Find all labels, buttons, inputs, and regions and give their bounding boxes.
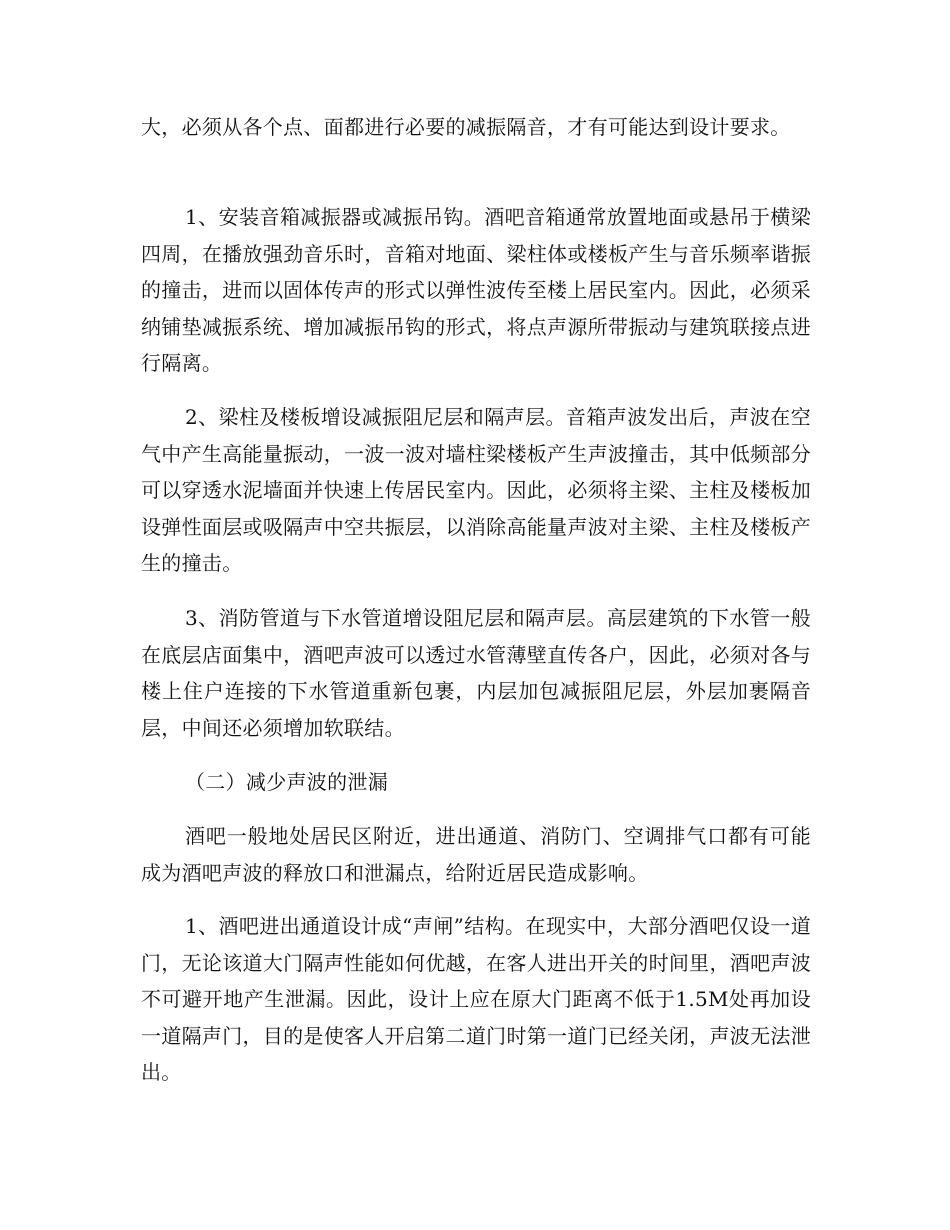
- text-block: [141, 399, 811, 582]
- text-block: [141, 109, 811, 146]
- text-block: [141, 908, 811, 1091]
- text-block: [141, 764, 811, 801]
- paragraph-leakage-intro: 酒吧一般地处居民区附近，进出通道、消防门、空调排气口都有可能成为酒吧声波的释放口和泄漏点，给附近居民造成影响。: [141, 824, 811, 885]
- text-block: [141, 600, 811, 746]
- text-block: [141, 199, 811, 382]
- paragraph-item-1-speaker-damping: 1、安装音箱减振器或减振吊钩。酒吧音箱通常放置地面或悬吊于横梁四周，在播放强劲音乐时，音箱对地面、梁柱体或楼板产生与音乐频率谐振的撞击，进而以固体传声的形式以弹性波传至楼上居民室内。因此，必须采纳铺垫减振系统、增加减振吊钩的形式，将点声源所带振动与建筑联接点进行隔离。: [141, 205, 811, 375]
- paragraph-item-3-pipe-damping: 3、消防管道与下水管道增设阻尼层和隔声层。高层建筑的下水管一般在底层店面集中，酒吧声波可以透过水管薄壁直传各户，因此，必须对各与楼上住户连接的下水管道重新包裹，内层加包减振阻尼层，外层加裹隔音层，中间还必须增加软联结。: [141, 606, 811, 740]
- paragraph-item-2-beam-floor-damping: 2、梁柱及楼板增设减振阻尼层和隔声层。音箱声波发出后，声波在空气中产生高能量振动，一波一波对墙柱梁楼板产生声波撞击，其中低频部分可以穿透水泥墙面并快速上传居民室内。因此，必须将主梁、主柱及楼板加设弹性面层或吸隔声中空共振层，以消除高能量声波对主梁、主柱及楼板产生的撞击。: [141, 405, 811, 575]
- paragraph-continuation: 大，必须从各个点、面都进行必要的减振隔音，才有可能达到设计要求。: [141, 115, 791, 139]
- section-heading-reduce-leakage: （二）减少声波的泄漏: [185, 770, 388, 794]
- text-block: [141, 818, 811, 891]
- paragraph-item-1-sound-lock: 1、酒吧进出通道设计成“声闸”结构。在现实中，大部分酒吧仅设一道门，无论该道大门隔声性能如何优越，在客人进出开关的时间里，酒吧声波不可避开地产生泄漏。因此，设计上应在原大门距离不低于1.5M处再加设一道隔声门，目的是使客人开启第二道门时第一道门已经关闭，声波无法泄出。: [141, 914, 811, 1084]
